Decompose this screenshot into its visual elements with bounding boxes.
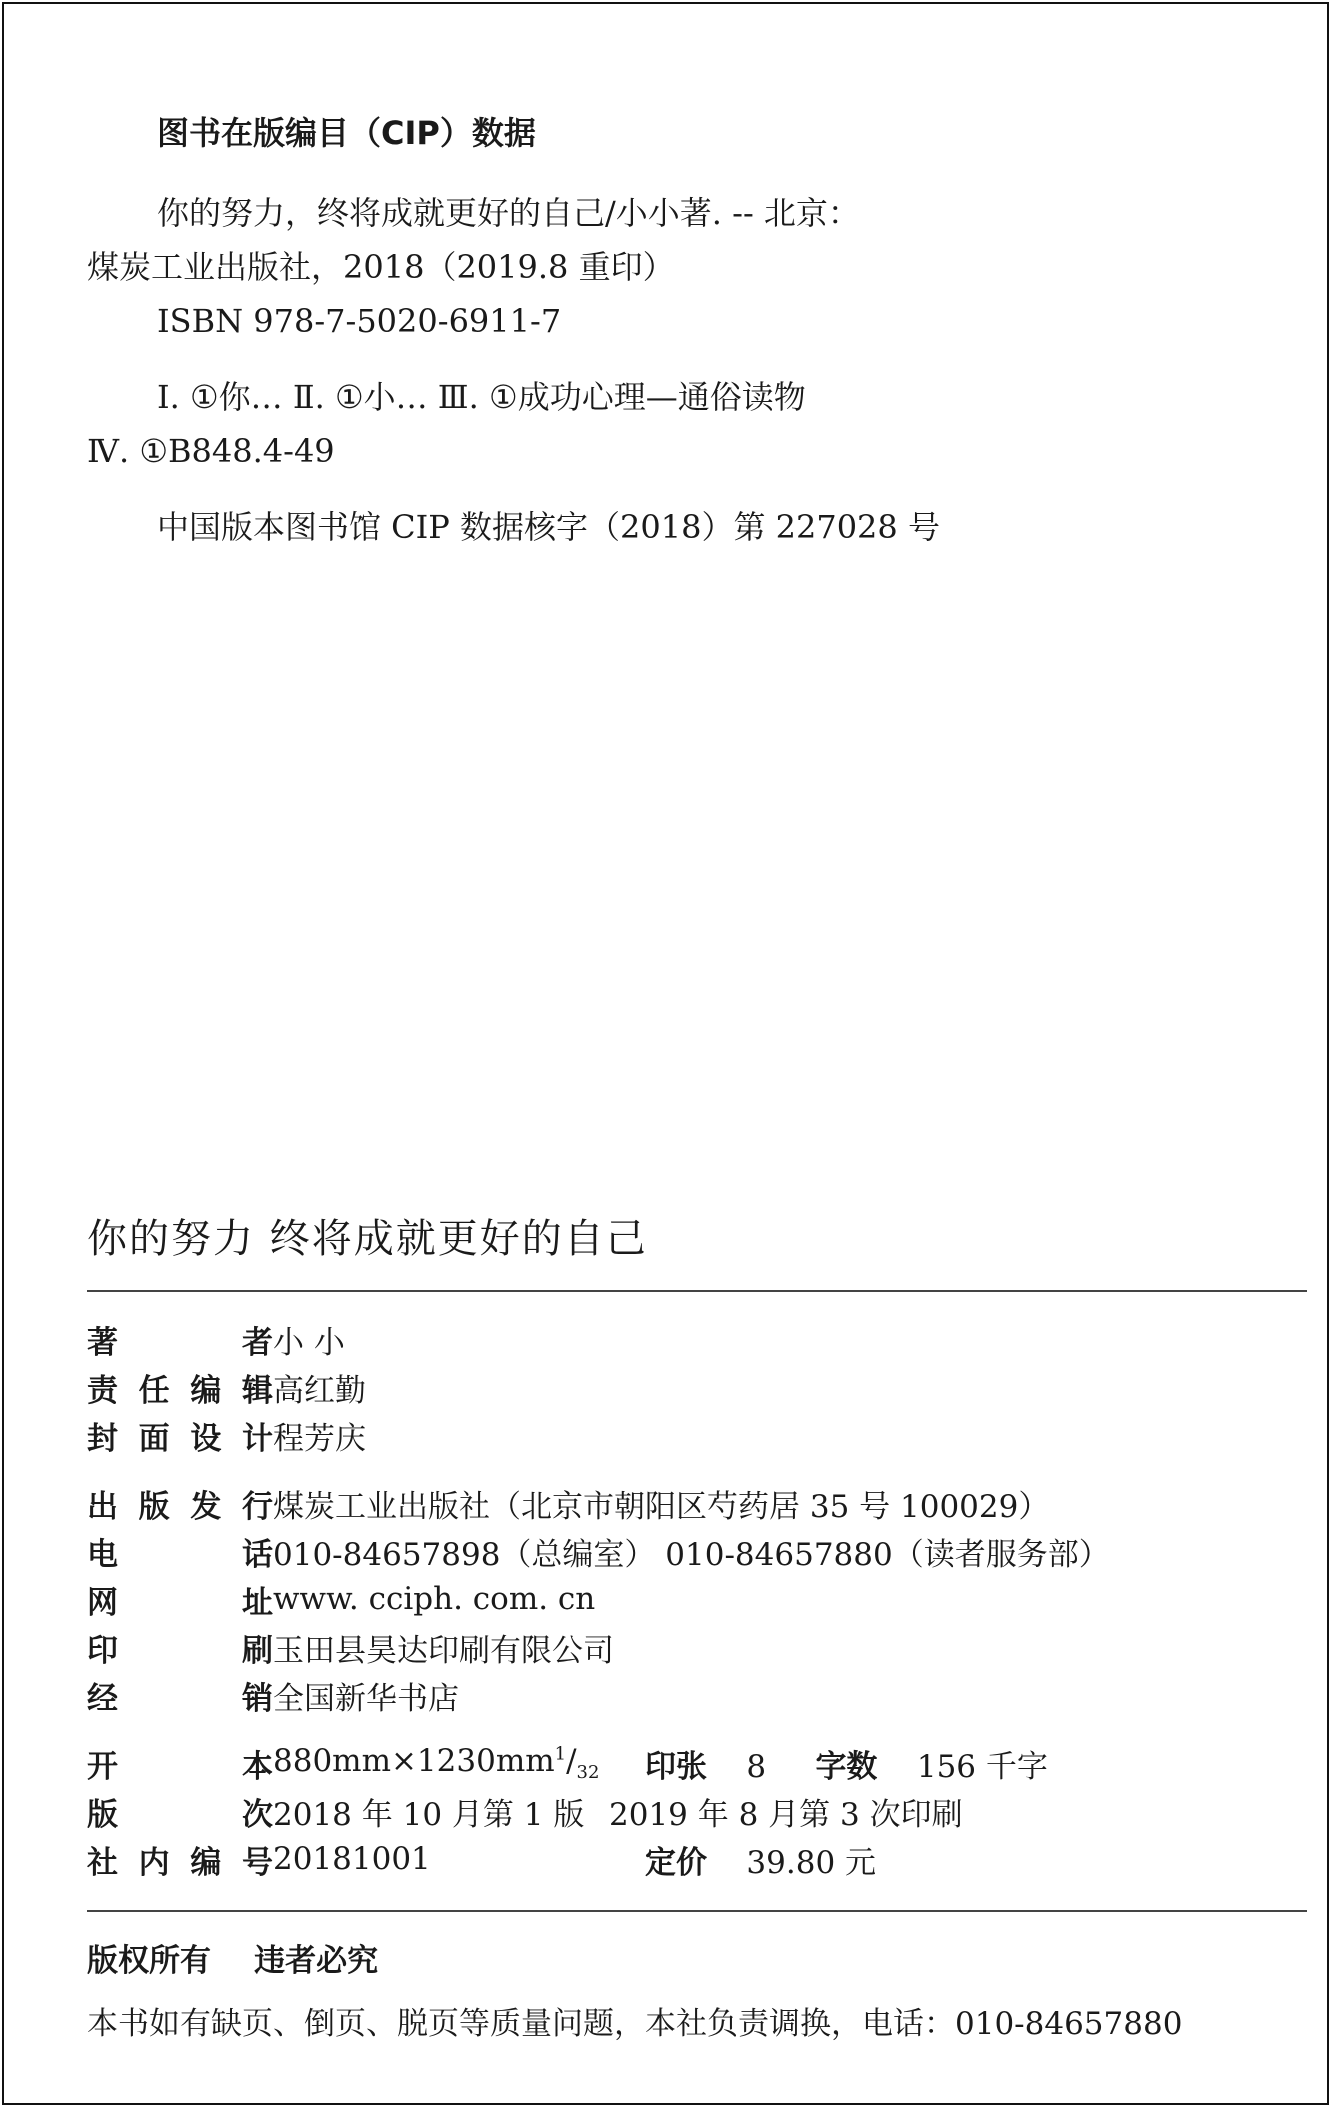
sheets-wrap <box>645 1741 1048 1786</box>
code-label: 社内编号 <box>87 1844 273 1881</box>
sheets-label: 印张 <box>645 1748 707 1785</box>
credit-row <box>87 1363 1307 1411</box>
publishing-row <box>87 1671 1307 1719</box>
specs-group <box>87 1739 1307 1883</box>
publishing-row <box>87 1527 1307 1575</box>
cip-heading: 图书在版编目（CIP）数据 <box>157 114 536 152</box>
cip-title-line: 你的努力，终将成就更好的自己/小小著. -- 北京： <box>157 194 860 232</box>
edition-value: 2018 年 10 月第 1 版 <box>273 1796 585 1833</box>
format-slash: / <box>566 1742 577 1779</box>
words-label: 字数 <box>815 1748 878 1785</box>
publishing-label: 网址 <box>87 1584 273 1621</box>
credit-row <box>87 1411 1307 1459</box>
publishing-group <box>87 1479 1307 1719</box>
cip-block <box>87 108 1247 554</box>
publishing-value: www. cciph. com. cn <box>273 1581 596 1617</box>
publishing-label: 印刷 <box>87 1632 273 1669</box>
publishing-value: 全国新华书店 <box>273 1680 459 1717</box>
cip-isbn: ISBN 978-7-5020-6911-7 <box>157 302 562 340</box>
copyright-right: 违者必究 <box>254 1943 379 1979</box>
price-value: 39.80 元 <box>746 1844 877 1881</box>
credit-label: 封面设计 <box>87 1420 273 1457</box>
price-label: 定价 <box>645 1844 707 1881</box>
cip-classification-line1: Ⅰ. ①你… Ⅱ. ①小… Ⅲ. ①成功心理—通俗读物 <box>157 378 806 416</box>
divider-bottom <box>87 1910 1307 1912</box>
format-row <box>87 1739 1307 1787</box>
divider-top <box>87 1290 1307 1292</box>
words-value: 156 千字 <box>916 1748 1048 1785</box>
sheets-value: 8 <box>746 1748 767 1785</box>
publishing-row <box>87 1479 1307 1527</box>
credit-value: 小 小 <box>273 1324 345 1361</box>
copyright-line <box>87 1935 1317 1980</box>
format-label: 开本 <box>87 1748 273 1785</box>
credit-value: 高红勤 <box>273 1372 366 1409</box>
book-title: 你的努力 终将成就更好的自己 <box>87 1216 648 1262</box>
price-wrap <box>645 1837 876 1882</box>
edition-label: 版次 <box>87 1796 273 1833</box>
format-value: 880mm×1230mm <box>273 1742 555 1779</box>
publishing-row <box>87 1623 1307 1671</box>
printing-value: 2019 年 8 月第 3 次印刷 <box>609 1796 963 1833</box>
format-sup: 1 <box>554 1743 567 1765</box>
publishing-label: 经销 <box>87 1680 273 1717</box>
publishing-label: 电话 <box>87 1536 273 1573</box>
format-sub: 32 <box>576 1762 600 1784</box>
credit-value: 程芳庆 <box>273 1420 366 1457</box>
code-row <box>87 1835 1307 1883</box>
publishing-row <box>87 1575 1307 1623</box>
publishing-value: 煤炭工业出版社（北京市朝阳区芍药居 35 号 100029） <box>273 1488 1050 1525</box>
quality-notice: 本书如有缺页、倒页、脱页等质量问题，本社负责调换，电话：010-84657880 <box>87 2006 1183 2042</box>
credit-label: 责任编辑 <box>87 1372 273 1409</box>
copyright-left: 版权所有 <box>87 1943 211 1979</box>
publication-info <box>87 1315 1307 1903</box>
publishing-value: 玉田县昊达印刷有限公司 <box>273 1632 614 1669</box>
code-value: 20181001 <box>273 1841 431 1877</box>
credit-label: 著者 <box>87 1324 273 1361</box>
cip-publisher-line: 煤炭工业出版社，2018（2019.8 重印） <box>87 248 675 286</box>
format-value-wrap <box>273 1743 645 1783</box>
credit-row <box>87 1315 1307 1363</box>
publishing-value: 010-84657898（总编室） 010-84657880（读者服务部） <box>273 1536 1110 1573</box>
edition-row <box>87 1787 1307 1835</box>
credits-group <box>87 1315 1307 1459</box>
cip-classification-line2: Ⅳ. ①B848.4-49 <box>87 432 335 470</box>
cip-library-number: 中国版本图书馆 CIP 数据核字（2018）第 227028 号 <box>157 508 940 546</box>
publishing-label: 出版发行 <box>87 1488 273 1525</box>
